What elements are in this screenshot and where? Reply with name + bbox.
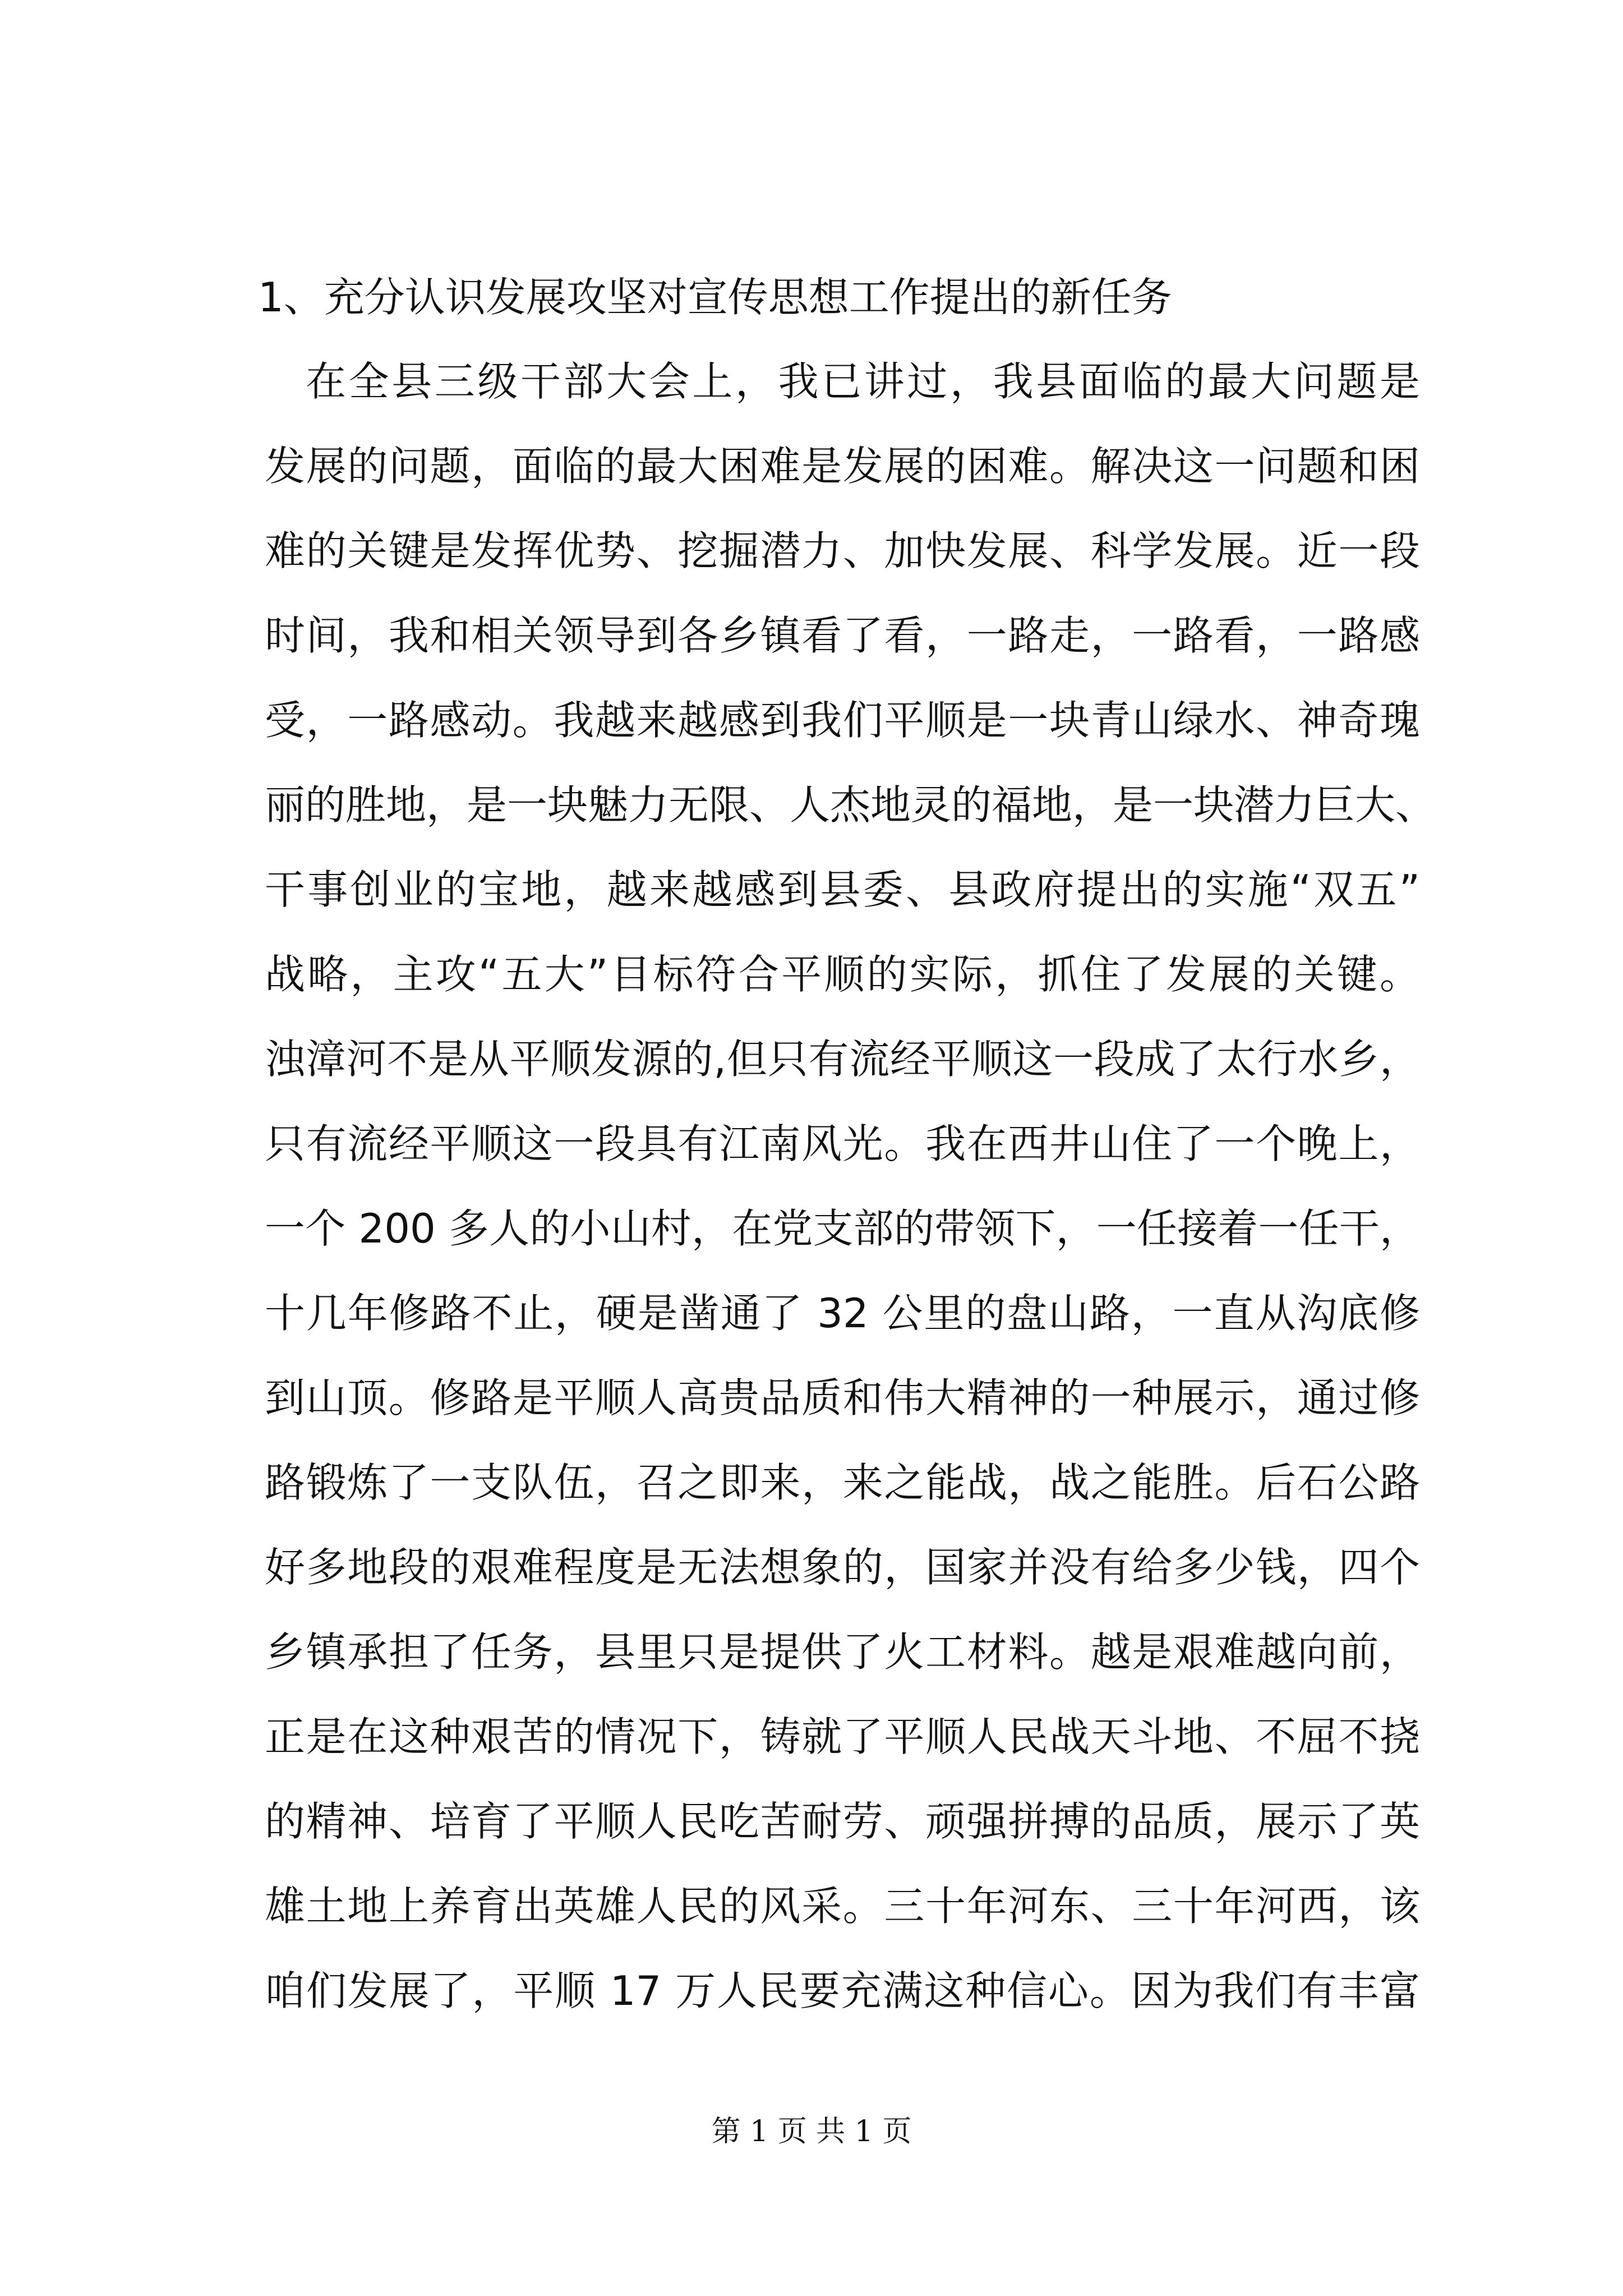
paragraph-line: 一个 200 多人的小山村，在党支部的带领下，一任接着一任干， xyxy=(265,1205,1420,1252)
paragraph-line: 好多地段的艰难程度是无法想象的，国家并没有给多少钱，四个 xyxy=(265,1544,1420,1591)
paragraph-line: 受，一路感动。我越来越感到我们平顺是一块青山绿水、神奇瑰 xyxy=(265,697,1420,744)
paragraph-line: 十几年修路不止，硬是凿通了 32 公里的盘山路，一直从沟底修 xyxy=(265,1290,1420,1337)
paragraph-line: 发展的问题，面临的最大困难是发展的困难。解决这一问题和困 xyxy=(265,443,1420,490)
paragraph-line: 浊漳河不是从平顺发源的,但只有流经平顺这一段成了太行水乡， xyxy=(265,1036,1420,1083)
page-number-footer: 第 1 页 共 1 页 xyxy=(711,2115,912,2148)
paragraph-line: 在全县三级干部大会上，我已讲过，我县面临的最大问题是 xyxy=(306,358,1420,405)
paragraph-line: 战略，主攻“五大”目标符合平顺的实际，抓住了发展的关键。 xyxy=(265,951,1420,998)
paragraph-line: 乡镇承担了任务，县里只是提供了火工材料。越是艰难越向前， xyxy=(265,1628,1420,1676)
paragraph-line: 只有流经平顺这一段具有江南风光。我在西井山住了一个晚上， xyxy=(265,1120,1420,1167)
paragraph-line: 正是在这种艰苦的情况下，铸就了平顺人民战天斗地、不屈不挠 xyxy=(265,1713,1420,1760)
paragraph-line: 雄土地上养育出英雄人民的风采。三十年河东、三十年河西，该 xyxy=(265,1883,1420,1930)
paragraph-line: 的精神、培育了平顺人民吃苦耐劳、顽强拼搏的品质，展示了英 xyxy=(265,1798,1420,1845)
section-heading: 1、充分认识发展攻坚对宣传思想工作提出的新任务 xyxy=(258,274,1172,321)
paragraph-line: 咱们发展了，平顺 17 万人民要充满这种信心。因为我们有丰富 xyxy=(265,1967,1420,2014)
paragraph-line: 难的关键是发挥优势、挖掘潜力、加快发展、科学发展。近一段 xyxy=(265,527,1420,574)
paragraph-line: 时间，我和相关领导到各乡镇看了看，一路走，一路看，一路感 xyxy=(265,612,1420,659)
paragraph-line: 到山顶。修路是平顺人高贵品质和伟大精神的一种展示，通过修 xyxy=(265,1374,1420,1421)
paragraph-line: 丽的胜地，是一块魅力无限、人杰地灵的福地，是一块潜力巨大、 xyxy=(265,781,1436,829)
paragraph-line: 干事创业的宝地，越来越感到县委、县政府提出的实施“双五” xyxy=(265,866,1420,913)
paragraph-line: 路锻炼了一支队伍，召之即来，来之能战，战之能胜。后石公路 xyxy=(265,1459,1420,1506)
